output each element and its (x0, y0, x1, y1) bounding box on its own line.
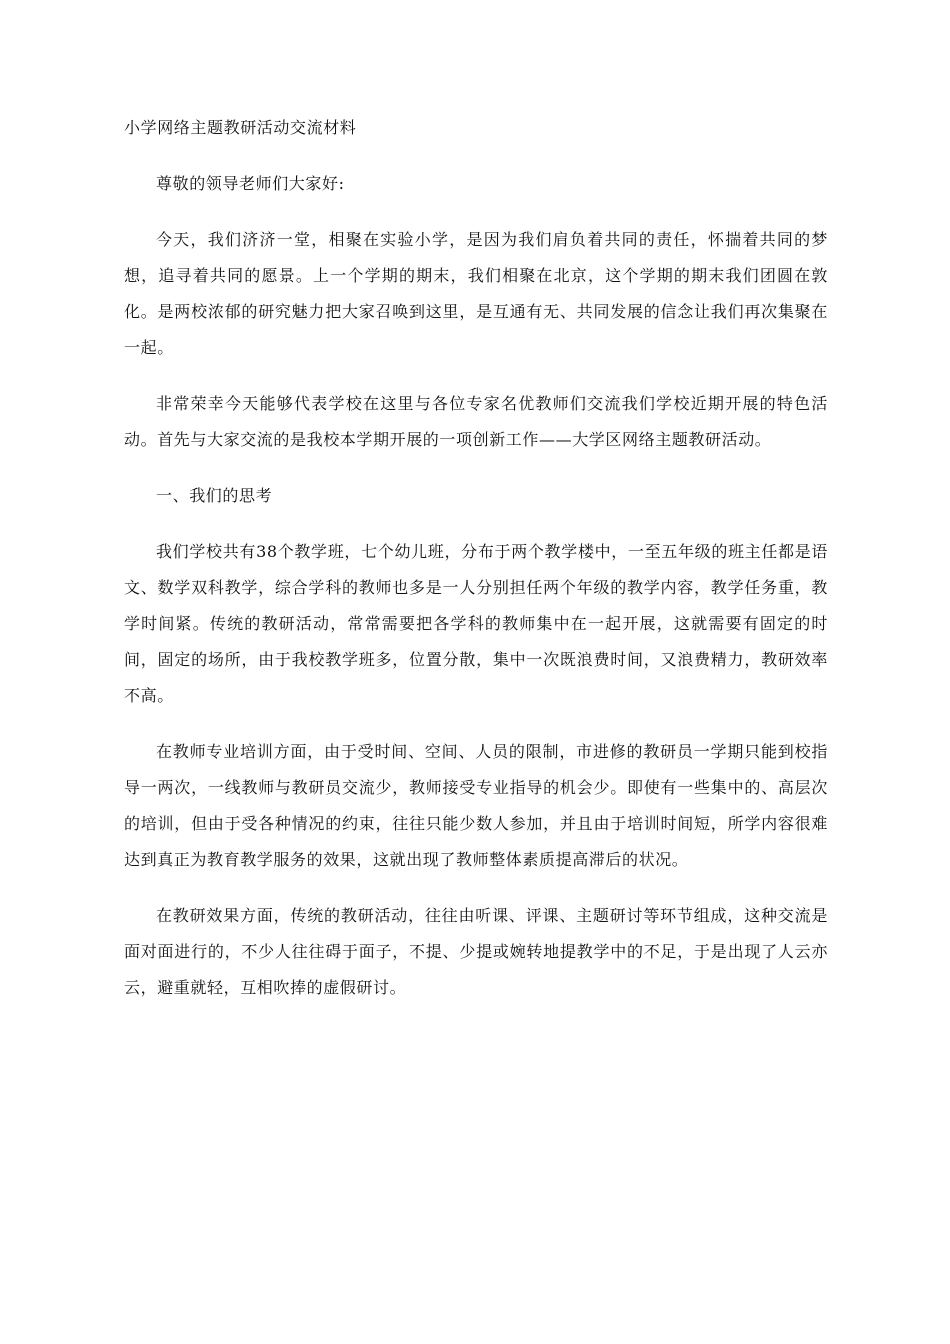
document-title: 小学网络主题教研活动交流材料 (124, 118, 357, 137)
greeting: 尊敬的领导老师们大家好: (156, 174, 345, 193)
document-body (124, 110, 828, 1026)
paragraph-intro: 今天，我们济济一堂，相聚在实验小学，是因为我们肩负着共同的责任，怀揣着共同的梦想，追寻着共同的愿景。上一个学期的期末，我们相聚在北京，这个学期的期末我们团圆在敦化。是两校浓郁的研究魅力把大家召唤到这里，是互通有无、共同发展的信念让我们再次集聚在一起。 (124, 230, 828, 357)
section-heading-thinking: 一、我们的思考 (156, 486, 273, 505)
paragraph-purpose: 非常荣幸今天能够代表学校在这里与各位专家名优教师们交流我们学校近期开展的特色活动。首先与大家交流的是我校本学期开展的一项创新工作——大学区网络主题教研活动。 (124, 394, 828, 449)
paragraph-teacher-training: 在教师专业培训方面，由于受时间、空间、人员的限制，市进修的教研员一学期只能到校指导一两次，一线教师与教研员交流少，教师接受专业指导的机会少。即使有一些集中的、高层次的培训，但由于受各种情况的约束，往往只能少数人参加，并且由于培训时间短，所学内容很难达到真正为教育教学服务的效果，这就出现了教师整体素质提高滞后的状况。 (124, 742, 828, 869)
paragraph-school-situation: 我们学校共有38个教学班，七个幼儿班，分布于两个教学楼中，一至五年级的班主任都是语文、数学双科教学，综合学科的教师也多是一人分别担任两个年级的教学内容，教学任务重，教学时间紧。传统的教研活动，常常需要把各学科的教师集中在一起开展，这就需要有固定的时间，固定的场所，由于我校教学班多，位置分散，集中一次既浪费时间，又浪费精力，教研效率不高。 (124, 542, 828, 705)
paragraph-research-effect: 在教研效果方面，传统的教研活动，往往由听课、评课、主题研讨等环节组成，这种交流是面对面进行的，不少人往往碍于面子，不提、少提或婉转地提教学中的不足，于是出现了人云亦云，避重就轻，互相吹捧的虚假研讨。 (124, 906, 828, 997)
